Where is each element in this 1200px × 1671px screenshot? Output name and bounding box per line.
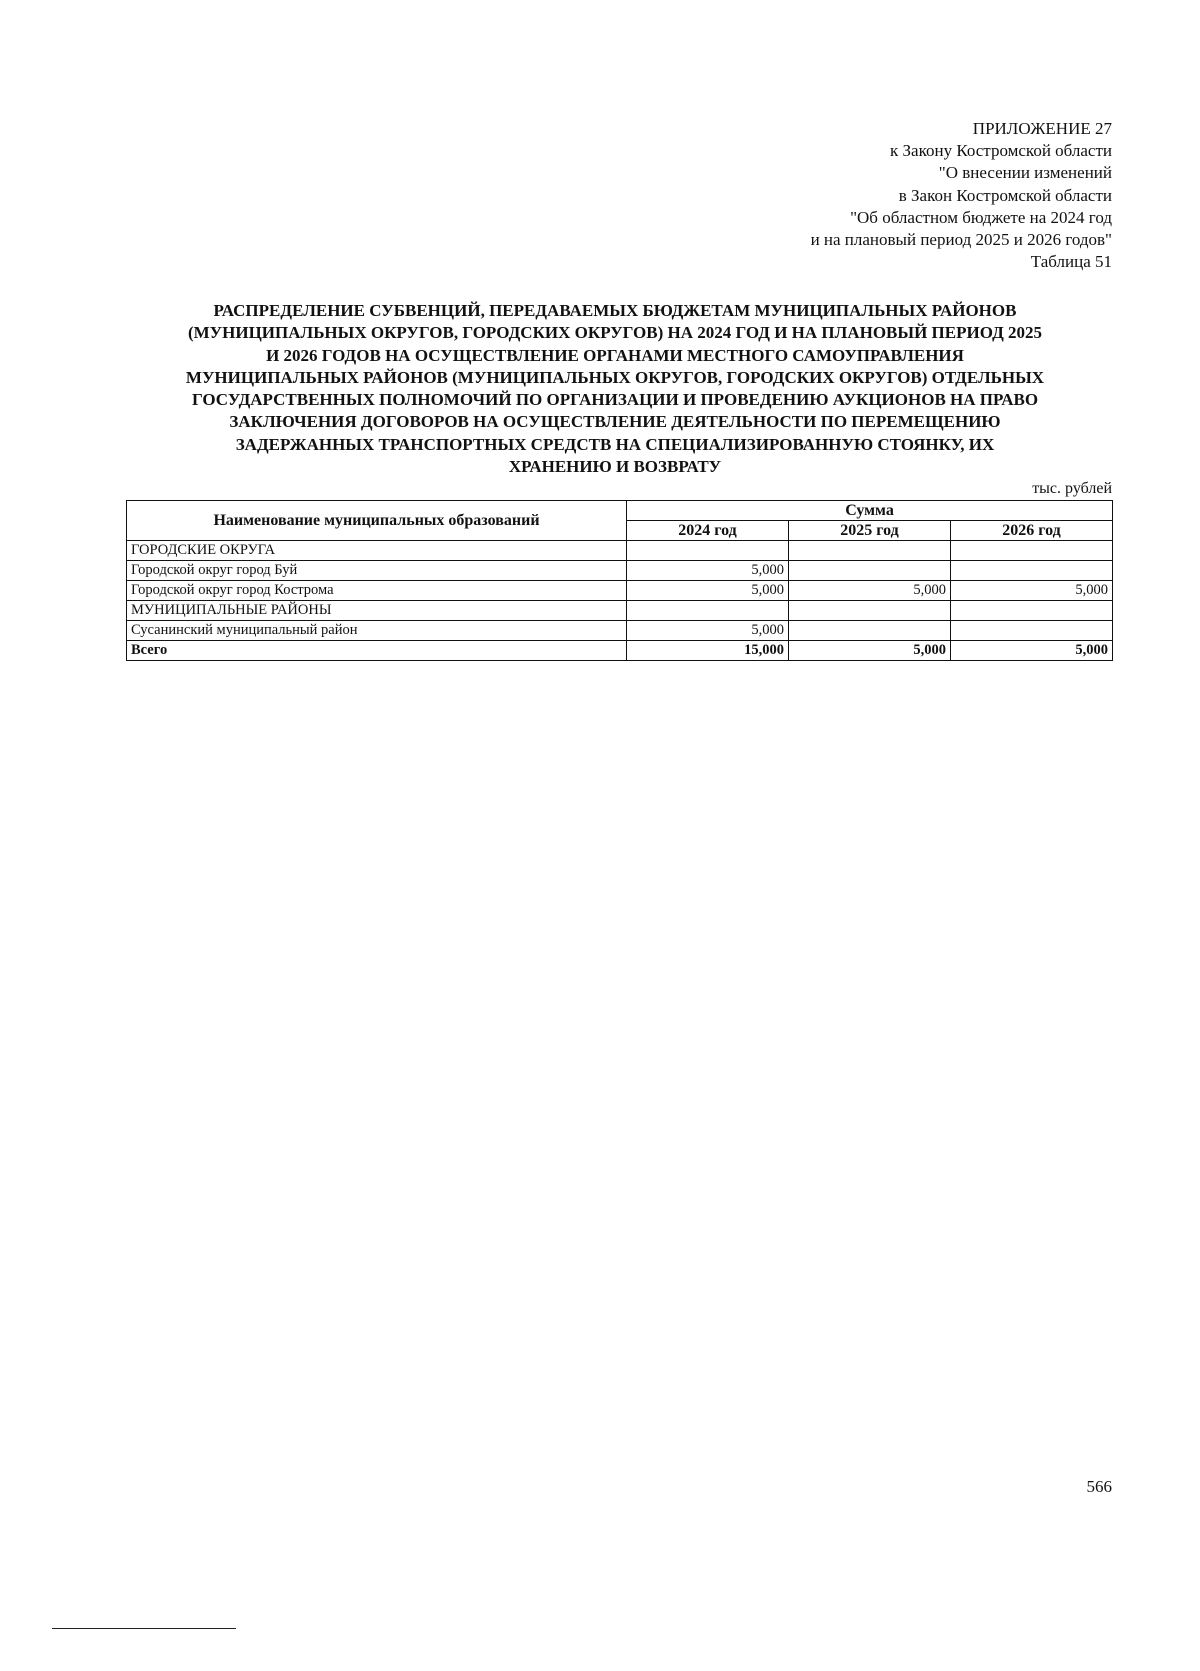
title-line: МУНИЦИПАЛЬНЫХ РАЙОНОВ (МУНИЦИПАЛЬНЫХ ОКРУГОВ, ГОРОДСКИХ ОКРУГОВ) ОТДЕЛЬНЫХ (185, 367, 1045, 387)
units-label: тыс. рублей (1032, 480, 1112, 497)
value-2026: 5,000 (951, 581, 1113, 601)
value-2025: 5,000 (789, 581, 951, 601)
value-2026 (951, 601, 1113, 621)
municipality-name: Сусанинский муниципальный район (127, 621, 627, 641)
appendix-line: "Об областном бюджете на 2024 год (850, 207, 1112, 227)
value-2024: 5,000 (627, 561, 789, 581)
title-line: ХРАНЕНИЮ И ВОЗВРАТУ (508, 457, 722, 477)
table-row-section (127, 601, 1113, 621)
value-2025 (789, 561, 951, 581)
table-header-row (127, 501, 1113, 521)
value-2024 (627, 601, 789, 621)
municipality-name: МУНИЦИПАЛЬНЫЕ РАЙОНЫ (127, 601, 627, 621)
title-line: ЗАДЕРЖАННЫХ ТРАНСПОРТНЫХ СРЕДСТВ НА СПЕЦИАЛИЗИРОВАННУЮ СТОЯНКУ, ИХ (235, 434, 995, 454)
title-line: (МУНИЦИПАЛЬНЫХ ОКРУГОВ, ГОРОДСКИХ ОКРУГОВ) НА 2024 ГОД И НА ПЛАНОВЫЙ ПЕРИОД 2025 (187, 323, 1043, 343)
appendix-line: к Закону Костромской области (890, 141, 1112, 161)
footnote-separator (52, 1628, 236, 1629)
title-line: ЗАКЛЮЧЕНИЯ ДОГОВОРОВ НА ОСУЩЕСТВЛЕНИЕ ДЕЯТЕЛЬНОСТИ ПО ПЕРЕМЕЩЕНИЮ (229, 412, 1001, 432)
municipality-name: Городской округ город Кострома (127, 581, 627, 601)
table-number: Таблица 51 (1030, 252, 1112, 272)
value-2024 (627, 541, 789, 561)
table-row-section (127, 541, 1113, 561)
value-2025 (789, 621, 951, 641)
year-2025-header: 2025 год (789, 521, 951, 541)
document-title (120, 300, 1110, 478)
value-2024: 5,000 (627, 621, 789, 641)
total-2024: 15,000 (627, 641, 789, 661)
value-2026 (951, 541, 1113, 561)
title-line: И 2026 ГОДОВ НА ОСУЩЕСТВЛЕНИЕ ОРГАНАМИ МЕСТНОГО САМОУПРАВЛЕНИЯ (266, 345, 964, 365)
value-2026 (951, 621, 1113, 641)
page-number: 566 (1086, 1477, 1112, 1496)
year-2024-header: 2024 год (627, 521, 789, 541)
appendix-line: "О внесении изменений (938, 163, 1112, 183)
appendix-line: ПРИЛОЖЕНИЕ 27 (972, 119, 1112, 138)
table-row (127, 561, 1113, 581)
appendix-line: и на плановый период 2025 и 2026 годов" (810, 230, 1112, 250)
title-line: ГОСУДАРСТВЕННЫХ ПОЛНОМОЧИЙ ПО ОРГАНИЗАЦИИ И ПРОВЕДЕНИЮ АУКЦИОНОВ НА ПРАВО (191, 390, 1039, 410)
total-2026: 5,000 (951, 641, 1113, 661)
table-row-total (127, 641, 1113, 661)
municipality-name: ГОРОДСКИЕ ОКРУГА (127, 541, 627, 561)
total-2025: 5,000 (789, 641, 951, 661)
title-line: РАСПРЕДЕЛЕНИЕ СУБВЕНЦИЙ, ПЕРЕДАВАЕМЫХ БЮДЖЕТАМ МУНИЦИПАЛЬНЫХ РАЙОНОВ (213, 301, 1017, 320)
value-2024: 5,000 (627, 581, 789, 601)
table-row (127, 581, 1113, 601)
table-row (127, 621, 1113, 641)
sum-column-header: Сумма (627, 501, 1113, 521)
distribution-table (126, 500, 1113, 661)
year-2026-header: 2026 год (951, 521, 1113, 541)
appendix-line: в Закон Костромской области (898, 185, 1112, 205)
appendix-header (512, 118, 1112, 273)
value-2025 (789, 601, 951, 621)
municipality-name: Городской округ город Буй (127, 561, 627, 581)
value-2026 (951, 561, 1113, 581)
total-label: Всего (127, 641, 627, 661)
name-column-header: Наименование муниципальных образований (127, 501, 627, 541)
value-2025 (789, 541, 951, 561)
